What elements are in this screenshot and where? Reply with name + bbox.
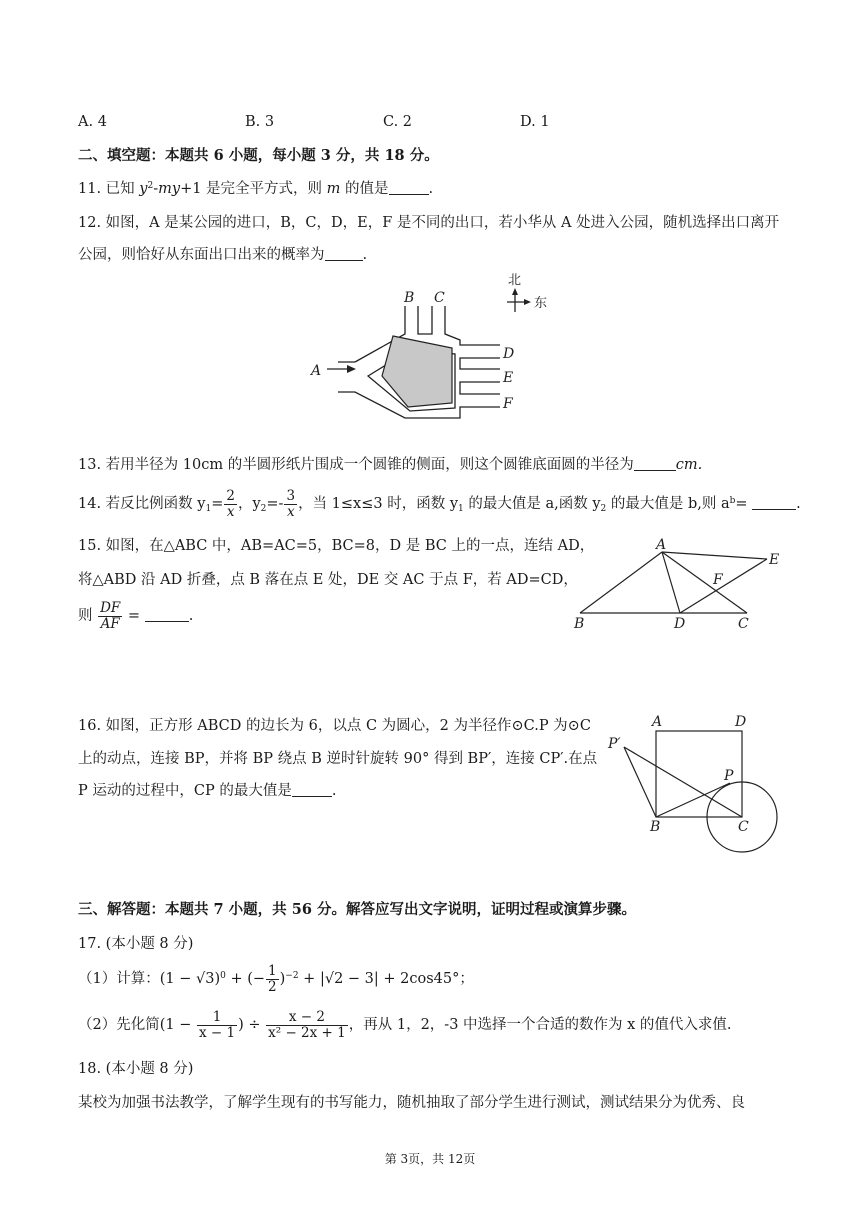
label-east: 东 [534, 296, 548, 311]
option-c: C. 2 [383, 114, 413, 130]
label-d: D [674, 616, 686, 632]
label-p-prime: P′ [608, 736, 621, 752]
question-15-line2: 将△ABD 沿 AD 折叠，点 B 落在点 E 处，DE 交 AC 于点 F，若 AD=CD， [78, 572, 578, 588]
question-12-line2: 公园，则恰好从东面出口出来的概率为 . [78, 247, 368, 263]
question-11: 11. 已知 $y^2-my+1$ 是完全平方式，则 m 的值是 . [78, 181, 434, 197]
question-16-line2: 上的动点，连接 BP，并将 BP 绕点 B 逆时针旋转 90° 得到 BP′，连接 CP′.在点 [78, 751, 598, 767]
label-a: A [311, 363, 322, 379]
section-2-title: 二、填空题：本题共 6 小题，每小题 3 分，共 18 分。 [78, 147, 439, 164]
label-b: B [650, 819, 661, 835]
label-c: C [738, 819, 749, 835]
label-a: A [656, 537, 667, 553]
question-16-line3: P 运动的过程中，CP 的最大值是 . [78, 783, 337, 799]
page-footer: 第 3页，共 12页 [384, 1152, 476, 1166]
label-c: C [738, 616, 749, 632]
option-a: A. 4 [78, 114, 107, 130]
label-f: F [713, 572, 723, 588]
question-15-line3: 则 $\frac{DF}{AF}$ = . [78, 599, 194, 632]
label-e: E [769, 552, 780, 568]
label-b: B [574, 616, 585, 632]
q10-options [78, 112, 107, 132]
question-17-part2: （2）先化简(1 − $\frac{1}{x - 1}$ ) ÷ $\frac{x - 2}{\text{x² − 2x + 1}}$ ，再从 1，2，-3 中选择一个合适的数作为 x 的值代入求值. [78, 1008, 732, 1041]
label-c: C [434, 290, 445, 306]
option-d: D. 1 [520, 114, 550, 130]
question-18-header: 18. (本小题 8 分) [78, 1061, 194, 1077]
option-b: B. 3 [245, 114, 275, 130]
label-d: D [735, 714, 747, 730]
question-13: 13. 若用半径为 10cm 的半圆形纸片围成一个圆锥的侧面，则这个圆锥底面圆的半径为 cm. [78, 457, 703, 473]
section-3-title: 三、解答题：本题共 7 小题，共 56 分。解答应写出文字说明，证明过程或演算步骤。 [78, 901, 636, 918]
question-12-line1: 12. 如图，A 是某公园的进口，B，C，D，E，F 是不同的出口，若小华从 A 处进入公园，随机选择出口离开 [78, 215, 780, 231]
label-north: 北 [508, 273, 522, 288]
label-p: P [724, 768, 734, 784]
question-17-part1: （1）计算：$(1 - √3)^0$ + (− $\frac{1}{2}$ )$^{-2}$ + |√2 − 3| + 2cos45°； [78, 962, 474, 995]
label-a: A [652, 714, 663, 730]
question-16-line1: 16. 如图，正方形 ABCD 的边长为 6，以点 C 为圆心，2 为半径作⊙C.P 为⊙C [78, 718, 591, 734]
question-17-header: 17. (本小题 8 分) [78, 936, 194, 952]
question-14: 14. 若反比例函数 $y_1=$ $\frac{2}{x}$ ，$y_2=-$ $\frac{3}{x}$ ，当 1≤x≤3 时，函数 $y_1$ 的最大值是 a,函数 $y_2$ 的最大值是 b,则 $a^b=$ . [78, 487, 801, 520]
label-e: E [503, 370, 514, 386]
question-15-line1: 15. 如图，在△ABC 中，AB=AC=5，BC=8，D 是 BC 上的一点，连结 AD， [78, 538, 595, 554]
label-d: D [503, 346, 515, 362]
question-18-line1: 某校为加强书法教学，了解学生现有的书写能力，随机抽取了部分学生进行测试，测试结果分为优秀、良 [78, 1095, 745, 1111]
label-f: F [503, 396, 513, 412]
label-b: B [404, 290, 415, 306]
